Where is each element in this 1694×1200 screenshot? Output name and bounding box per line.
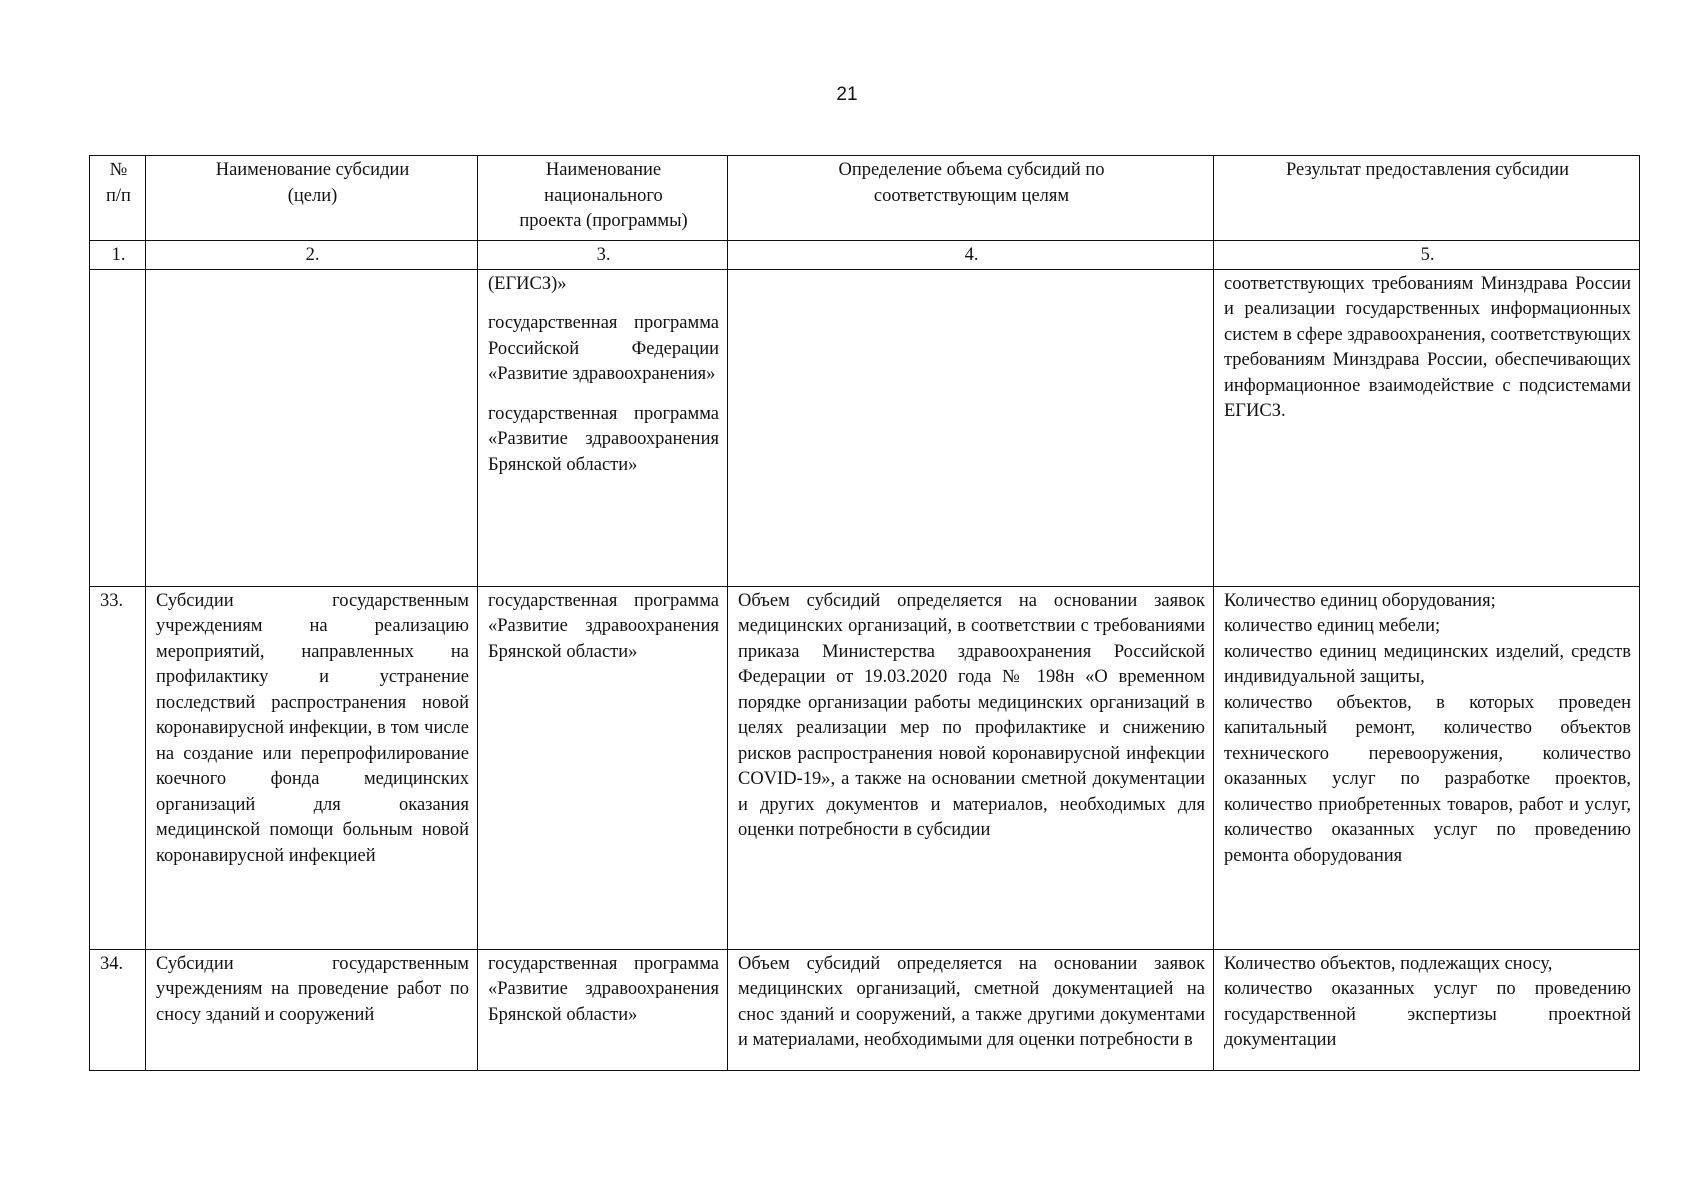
- column-number-row: [90, 241, 1640, 270]
- volume-definition: Объем субсидий определяется на основании заявок медицинских организаций, в соответствии с требованиями приказа Министерства здравоохранения Российской Федерации от 19.03.2020 года № 198н «О временном порядке организации работы медицинских организаций в целях реализации мер по профилактике и снижению рисков распространения новой коронавирусной инфекции COVID-19», а также на основании сметной документации и других документов и материалов, необходимых для оценки потребности в субсидии: [728, 586, 1214, 949]
- program-text: (ЕГИСЗ)»: [488, 273, 567, 294]
- result-item: количество оказанных услуг по проведению государственной экспертизы проектной документации: [1224, 979, 1631, 1050]
- table-row: [90, 586, 1640, 949]
- result-item: количество единиц мебели;: [1224, 616, 1441, 636]
- column-number: 4.: [728, 241, 1214, 270]
- result-item: количество единиц медицинских изделий, средств индивидуальной защиты,: [1224, 641, 1631, 687]
- row-number: 34.: [90, 949, 146, 1070]
- subsidy-name: [146, 269, 478, 586]
- table-row: [90, 949, 1640, 1070]
- header-volume-definition: Определение объема субсидий по соответствующим целям: [728, 156, 1214, 241]
- result-item: Количество объектов, подлежащих сносу,: [1224, 953, 1553, 974]
- result-item: количество объектов, в которых проведен капитальный ремонт, количество объектов технического перевооружения, количество оказанных услуг по разработке проектов, количество приобретенных товаров, работ и услуг, количество оказанных услуг по проведению ремонта оборудования: [1224, 692, 1631, 866]
- header-national-project: Наименование национального проекта (программы): [478, 156, 728, 241]
- program-cell: [478, 269, 728, 586]
- header-subsidy-name: Наименование субсидии (цели): [146, 156, 478, 241]
- table-row: [90, 269, 1640, 586]
- header-row: [90, 156, 1640, 241]
- result-item: Количество единиц оборудования;: [1224, 590, 1496, 611]
- program-text: государственная программа «Развитие здравоохранения Брянской области»: [478, 586, 728, 949]
- column-number: 2.: [146, 241, 478, 270]
- program-text: государственная программа «Развитие здравоохранения Брянской области»: [478, 949, 728, 1070]
- row-number: 33.: [90, 586, 146, 949]
- header-result: Результат предоставления субсидии: [1214, 156, 1640, 241]
- result-text: соответствующих требованиям Минздрава России и реализации государственных информационных систем в сфере здравоохранения, соответствующих требованиям Минздрава России, обеспечивающих информационное взаимодействие с подсистемами ЕГИСЗ.: [1214, 269, 1640, 586]
- column-number: 5.: [1214, 241, 1640, 270]
- subsidy-name: Субсидии государственным учреждениям на реализацию мероприятий, направленных на профилактику и устранение последствий распространения новой коронавирусной инфекции, в том числе на создание или перепрофилирование коечного фонда медицинских организаций для оказания медицинской помощи больным новой коронавирусной инфекцией: [146, 586, 478, 949]
- program-text: государственная программа Российской Федерации «Развитие здравоохранения»: [488, 313, 719, 384]
- column-number: 3.: [478, 241, 728, 270]
- page-number: 21: [836, 84, 858, 105]
- program-text: государственная программа «Развитие здравоохранения Брянской области»: [488, 403, 719, 475]
- volume-definition: Объем субсидий определяется на основании заявок медицинских организаций, сметной документацией на снос зданий и сооружений, а также другими документами и материалами, необходимыми для оценки потребности в: [728, 949, 1214, 1070]
- subsidy-table: [89, 155, 1640, 1071]
- result-cell: [1214, 949, 1640, 1070]
- row-number: [90, 269, 146, 586]
- subsidy-name: Субсидии государственным учреждениям на проведение работ по сносу зданий и сооружений: [146, 949, 478, 1070]
- result-cell: [1214, 586, 1640, 949]
- column-number: 1.: [90, 241, 146, 270]
- header-number: № п/п: [90, 156, 146, 241]
- volume-definition: [728, 269, 1214, 586]
